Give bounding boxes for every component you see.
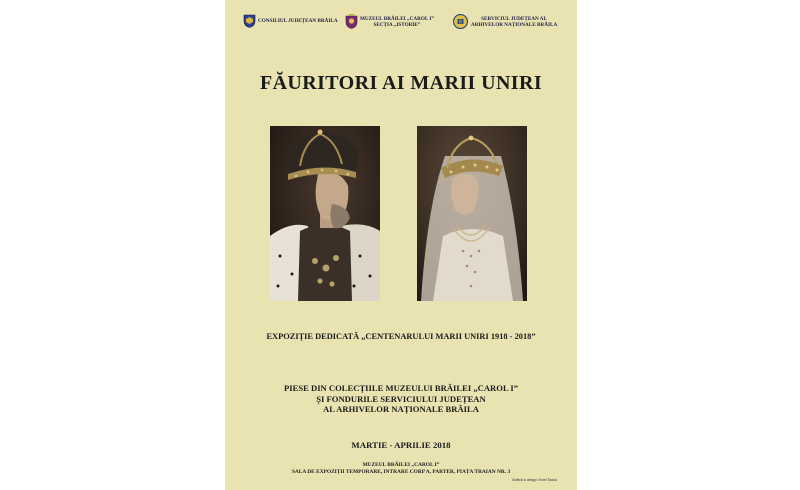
museum-logo (345, 14, 434, 29)
exhibition-poster (225, 0, 577, 490)
museum-name-line2: SECȚIA „ISTORIE” (373, 21, 421, 28)
collections-line-1: PIESE DIN COLECȚIILE MUZEULUI BRĂILEI „CAROL I” (284, 383, 518, 393)
county-coat-of-arms-icon (243, 14, 256, 28)
county-council-logo (243, 14, 338, 28)
queen-portrait-photo (417, 126, 527, 301)
exhibition-dedication: EXPOZIȚIE DEDICATĂ „CENTENARULUI MARII UNIRI 1918 - 2018” (266, 332, 536, 341)
logo-strip (225, 14, 577, 36)
exhibition-dates: MARTIE - APRILIE 2018 (351, 440, 451, 450)
archives-name (471, 16, 557, 28)
collections-line-2: ȘI FONDURILE SERVICIULUI JUDEȚEAN (316, 393, 486, 404)
venue-line-1: MUZEUL BRĂILEI „CAROL I” (362, 462, 440, 468)
county-council-name: CONSILIUL JUDEȚEAN BRĂILA (258, 18, 338, 24)
archives-logo (453, 14, 557, 29)
museum-name (360, 16, 434, 28)
collections-description (225, 383, 577, 415)
venue-line-2: SALA DE EXPOZIȚII TEMPORARE, INTRARE CORP A, PARTER, PIAȚA TRAIAN NR. 3 (291, 468, 511, 475)
page-title: FĂURITORI AI MARII UNIRI (259, 72, 543, 94)
archives-name-line1: SERVICIUL JUDEȚEAN AL (481, 15, 548, 22)
design-credit: Grafică și design Viorel Stoica (511, 478, 557, 482)
museum-name-line1: MUZEUL BRĂILEI „CAROL I” (360, 15, 434, 22)
king-portrait-photo (270, 126, 380, 301)
collections-line-3: AL ARHIVELOR NAȚIONALE BRĂILA (323, 404, 479, 414)
archives-emblem-icon (453, 14, 468, 29)
museum-crest-icon (345, 14, 358, 29)
archives-name-line2: ARHIVELOR NAȚIONALE BRĂILA (471, 21, 558, 28)
venue-address (225, 462, 577, 475)
